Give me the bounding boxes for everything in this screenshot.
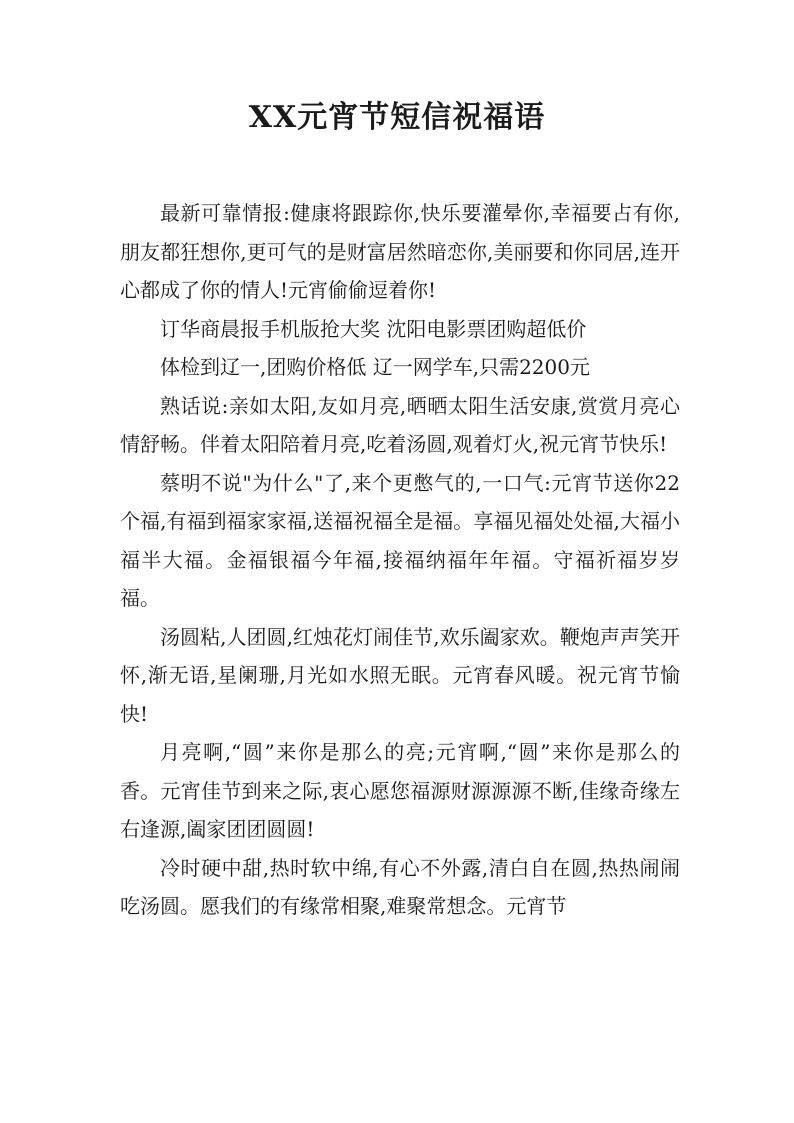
- document-body: [120, 194, 680, 926]
- paragraph-5: 蔡明不说"为什么"了,来个更憋气的,一口气:元宵节送你22个福,有福到福家家福,送福祝福全是福。享福见福处处福,大福小福半大福。金福银福今年福,接福纳福年年福。守福祈福岁岁福。: [120, 470, 680, 610]
- paragraph-1: 最新可靠情报:健康将跟踪你,快乐要灌晕你,幸福要占有你,朋友都狂想你,更可气的是财富居然暗恋你,美丽要和你同居,连开心都成了你的情人!元宵偷偷逗着你!: [120, 201, 680, 302]
- paragraph-8: 冷时硬中甜,热时软中绵,有心不外露,清白自在圆,热热闹闹吃汤圆。愿我们的有缘常相聚,难聚常想念。元宵节: [120, 855, 680, 918]
- document-title: XX元宵节短信祝福语: [248, 100, 546, 135]
- paragraph-4: 熟话说:亲如太阳,友如月亮,晒晒太阳生活安康,赏赏月亮心情舒畅。伴着太阳陪着月亮,吃着汤圆,观着灯火,祝元宵节快乐!: [120, 393, 680, 456]
- paragraph-2: 订华商晨报手机版抢大奖 沈阳电影票团购超低价: [160, 316, 587, 341]
- paragraph-6: 汤圆粘,人团圆,红烛花灯闹佳节,欢乐阖家欢。鞭炮声声笑开怀,渐无语,星阑珊,月光如水照无眠。元宵春风暖。祝元宵节愉快!: [120, 624, 680, 726]
- paragraph-3: 体检到辽一,团购价格低 辽一网学车,只需2200元: [160, 355, 590, 379]
- paragraph-7: 月亮啊,“圆”来你是那么的亮;元宵啊,“圆”来你是那么的香。元宵佳节到来之际,衷心愿您福源财源源源不断,佳缘奇缘左右逢源,阖家团团圆圆!: [120, 740, 680, 841]
